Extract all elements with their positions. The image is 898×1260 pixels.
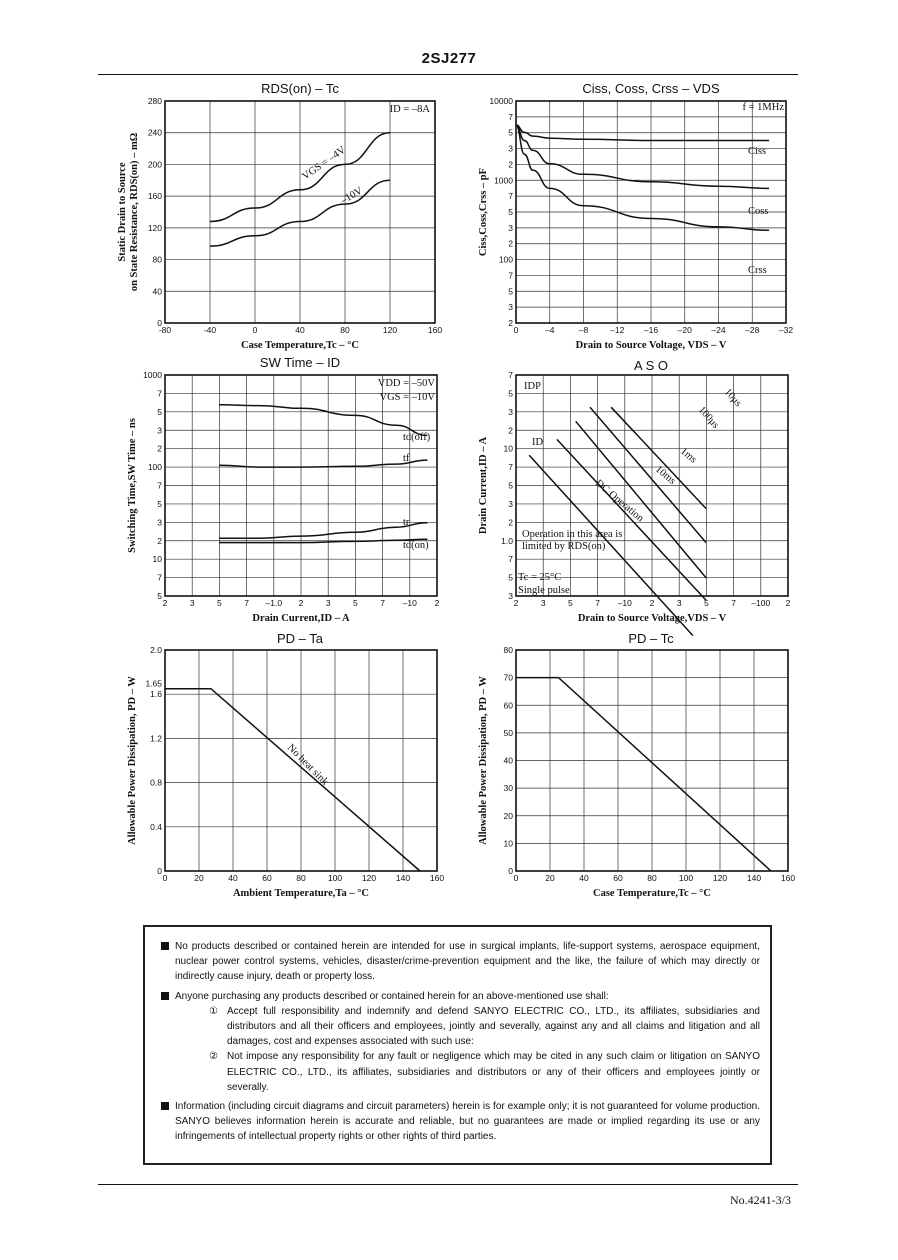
- annotation: Tc = 25°C: [518, 572, 562, 583]
- x-tick-label: 100: [327, 873, 343, 883]
- y-tick-label: 7: [508, 554, 513, 565]
- disclaimer-text: Accept full responsibility and indemnify and defend SANYO ELECTRIC CO., LTD., its affiliates, subsidiaries and distributors and all their officers and employees, jointly and severally, against any and all claims and litigation and all damages, cost and expenses associated with such use:: [227, 1005, 760, 1048]
- x-tick-label: 60: [262, 873, 272, 883]
- footer-rule: [98, 1184, 798, 1185]
- disclaimer-text: No products described or contained herein are intended for use in surgical implants, life-support systems, aerospace equipment, nuclear power control systems, vehicles, disaster/crime-prevention equipment and the like, the failure of which may directly or indirectly cause injury, death or property loss.: [175, 941, 760, 983]
- x-tick-label: –12: [610, 325, 625, 335]
- disclaimer-text: Not impose any responsibility for any fault or negligence which may be cited in any such claim or litigation on SANYO ELECTRIC CO., LTD., its affiliates, subsidiaries and distributors or any of their officers and employees jointly or severally.: [227, 1051, 760, 1093]
- x-tick-label: 80: [647, 873, 657, 883]
- annotation: VDD = –50V: [377, 378, 435, 389]
- y-tick-label: 30: [503, 783, 513, 794]
- subitem-number: ②: [209, 1051, 218, 1063]
- series-label: No heat sink: [284, 742, 331, 788]
- x-tick-label: 5: [353, 598, 358, 608]
- x-tick-label: 80: [340, 325, 350, 335]
- y-tick-label: 7: [157, 572, 162, 583]
- y-tick-label: 3: [157, 517, 162, 528]
- x-axis-label: Case Temperature,Tc – °C: [241, 340, 359, 351]
- y-tick-label: 0.8: [150, 777, 162, 788]
- y-tick-label: 7: [157, 388, 162, 399]
- series-label: DC Operation: [593, 477, 646, 525]
- disclaimer-item: [161, 1099, 760, 1145]
- y-tick-label: 3: [508, 143, 513, 154]
- y-tick-label: 20: [503, 810, 513, 821]
- x-tick-label: 20: [194, 873, 204, 883]
- y-tick-label: 2: [508, 238, 513, 249]
- y-tick-label: 10: [503, 443, 513, 454]
- y-axis-label: Allowable Power Dissipation, PD – W: [478, 676, 489, 845]
- x-tick-label: 2: [162, 598, 168, 608]
- annotation: limited by RDS(on): [522, 541, 606, 552]
- x-tick-label: 5: [568, 598, 573, 608]
- x-tick-label: 160: [429, 873, 445, 883]
- y-tick-label: 1.2: [150, 733, 162, 744]
- series-label: Coss: [748, 206, 769, 217]
- y-tick-label: 10: [152, 554, 162, 565]
- y-tick-label: 7: [508, 270, 513, 281]
- y-tick-label: 5: [508, 286, 513, 297]
- x-tick-label: –24: [711, 325, 726, 335]
- square-bullet-icon: [161, 992, 169, 1000]
- y-tick-label: 7: [508, 191, 513, 202]
- x-tick-label: 5: [217, 598, 222, 608]
- series-line-1ms: [576, 421, 706, 578]
- x-tick-label: 120: [712, 873, 728, 883]
- series-line-td-off-: [219, 405, 427, 436]
- y-tick-label: 10: [503, 838, 513, 849]
- y-tick-label: 40: [503, 755, 513, 766]
- series-line-tr: [219, 523, 427, 539]
- x-tick-label: 2: [785, 598, 791, 608]
- x-tick-label: 5: [704, 598, 709, 608]
- series-label: VGS = –4V: [300, 144, 348, 183]
- y-tick-label: 0: [508, 866, 513, 876]
- x-tick-label: 80: [296, 873, 306, 883]
- x-tick-label: 2: [649, 598, 655, 608]
- x-tick-label: 40: [228, 873, 238, 883]
- x-tick-label: 60: [613, 873, 623, 883]
- x-tick-label: –28: [745, 325, 760, 335]
- y-tick-label: 240: [147, 127, 162, 138]
- chart-title: PD – Ta: [276, 631, 324, 646]
- x-tick-label: –32: [778, 325, 794, 335]
- x-tick-label: 0: [513, 325, 519, 335]
- y-tick-label: 2: [508, 425, 513, 436]
- y-tick-label: 60: [503, 700, 513, 711]
- y-tick-label: 40: [152, 286, 162, 297]
- y-tick-label: 0: [157, 866, 162, 876]
- y-tick-label: 200: [147, 159, 162, 170]
- x-tick-label: 0: [252, 325, 258, 335]
- y-tick-label: 5: [508, 388, 513, 399]
- x-tick-label: 2: [513, 598, 519, 608]
- y-tick-label: 7: [508, 111, 513, 122]
- y-tick-label: 10000: [489, 96, 513, 106]
- series-line-coss: [516, 125, 769, 188]
- x-tick-label: 3: [189, 598, 195, 608]
- x-axis-label: Case Temperature,Tc – °C: [593, 888, 711, 899]
- series-line-tf: [219, 460, 427, 467]
- x-tick-label: 7: [380, 598, 385, 608]
- x-tick-label: 2: [434, 598, 440, 608]
- disclaimer-text: Information (including circuit diagrams and circuit parameters) herein is for example only; it is not guaranteed for volume production. SANYO believes information herein is accurate and reliable, but no guarantees are made or implied regarding its use or any infringements of intellectual property rights or other rights of third parties.: [175, 1101, 760, 1143]
- series-line-pd: [516, 678, 771, 871]
- y-tick-label-extra: 1.65: [145, 678, 162, 689]
- x-axis-label: Drain to Source Voltage, VDS – V: [575, 340, 727, 351]
- disclaimer-subitem: [175, 1049, 760, 1095]
- y-tick-label: 1000: [494, 175, 513, 186]
- x-tick-label: 2: [298, 598, 304, 608]
- y-tick-label: 5: [508, 480, 513, 491]
- x-tick-label: -40: [203, 325, 217, 335]
- y-tick-label: 2: [157, 535, 162, 546]
- series-label: td(on): [403, 540, 429, 551]
- y-tick-label: 2.0: [150, 645, 162, 655]
- y-tick-label: 80: [503, 645, 513, 655]
- x-axis-label: Drain to Source Voltage,VDS – V: [577, 613, 727, 624]
- x-tick-label: –1.0: [265, 598, 283, 608]
- x-tick-label: 160: [427, 325, 443, 335]
- y-tick-label: 80: [152, 254, 162, 265]
- x-tick-label: –10: [617, 598, 632, 608]
- annotation: f = 1MHz: [742, 102, 784, 113]
- y-axis-label: Ciss,Coss,Crss – pF: [478, 167, 489, 257]
- disclaimer-item: [161, 939, 760, 985]
- x-tick-label: 7: [595, 598, 600, 608]
- x-tick-label: 140: [395, 873, 411, 883]
- y-axis-label: Static Drain to Source: [117, 162, 128, 262]
- part-number: 2SJ277: [421, 50, 477, 67]
- y-axis-label: on State Resistance, RDS(on) – mΩ: [129, 132, 140, 292]
- series-line-no-heat-sink: [165, 689, 420, 871]
- x-tick-label: 3: [325, 598, 331, 608]
- y-tick-label: 5: [508, 127, 513, 138]
- x-tick-label: –4: [545, 325, 555, 335]
- annotation: VGS = –10V: [379, 392, 435, 403]
- x-tick-label: 100: [678, 873, 694, 883]
- y-tick-label: 5: [157, 498, 162, 509]
- square-bullet-icon: [161, 1102, 169, 1110]
- y-tick-label: 2: [508, 159, 513, 170]
- page-number: No.4241-3/3: [730, 1193, 791, 1207]
- y-tick-label: 7: [508, 462, 513, 473]
- y-tick-label: 3: [508, 302, 513, 313]
- y-tick-label: 120: [147, 222, 162, 233]
- x-tick-label: –20: [677, 325, 692, 335]
- annotation: Single pulse: [518, 585, 570, 596]
- series-label: 100μs: [695, 404, 721, 431]
- x-tick-label: –16: [643, 325, 659, 335]
- y-tick-label: 2: [508, 517, 513, 528]
- series-label: 10ms: [653, 463, 678, 487]
- y-axis-label: Drain Current,ID – A: [478, 436, 489, 535]
- y-tick-label: 2: [508, 318, 513, 328]
- y-tick-label: 3: [508, 406, 513, 417]
- disclaimer-box: [143, 925, 772, 1165]
- x-tick-label: –100: [751, 598, 771, 608]
- x-axis-label: Ambient Temperature,Ta – °C: [232, 888, 370, 899]
- y-tick-label: 100: [147, 462, 162, 473]
- y-tick-label: 3: [508, 591, 513, 601]
- chart-title: RDS(on) – Tc: [261, 81, 339, 96]
- x-tick-label: 120: [382, 325, 398, 335]
- y-tick-label: 5: [508, 572, 513, 583]
- disclaimer-subitem: [175, 1004, 760, 1050]
- x-tick-label: 120: [361, 873, 377, 883]
- disclaimer-text: Anyone purchasing any products described or contained herein for an above-mentioned use shall:: [175, 990, 609, 1002]
- y-tick-label: 2: [157, 443, 162, 454]
- series-label: td(off): [403, 432, 431, 443]
- x-tick-label: –10: [402, 598, 417, 608]
- series-label: –10V: [339, 185, 365, 207]
- y-tick-label: 1.6: [150, 689, 162, 700]
- y-tick-label: 50: [503, 727, 513, 738]
- chart-title: A S O: [634, 358, 668, 373]
- annotation: Operation in this area is: [522, 529, 623, 540]
- x-tick-label: 7: [731, 598, 736, 608]
- y-tick-label: 0.4: [150, 821, 162, 832]
- x-tick-label: 40: [295, 325, 305, 335]
- y-tick-label: 5: [508, 207, 513, 217]
- x-tick-label: 160: [780, 873, 796, 883]
- y-tick-label: 1000: [143, 370, 162, 380]
- chart-title: Ciss, Coss, Crss – VDS: [582, 81, 720, 96]
- annotation: ID = –8A: [389, 104, 430, 115]
- y-tick-label: 0: [157, 318, 162, 328]
- series-label: tr: [403, 517, 410, 528]
- series-label: tf: [403, 453, 410, 464]
- y-tick-label: 160: [147, 191, 162, 202]
- x-tick-label: 40: [579, 873, 589, 883]
- y-tick-label: 5: [157, 406, 162, 417]
- y-tick-label: 280: [147, 96, 162, 106]
- x-tick-label: –8: [578, 325, 589, 335]
- series-line-10ms: [557, 439, 706, 600]
- y-axis-label: Allowable Power Dissipation, PD – W: [127, 676, 138, 845]
- x-tick-label: 3: [540, 598, 546, 608]
- y-tick-label: 3: [157, 425, 162, 436]
- y-tick-label: 7: [157, 480, 162, 491]
- y-tick-label: 3: [508, 222, 513, 233]
- y-tick-label: 1.0: [501, 535, 513, 546]
- y-tick-label: 70: [503, 672, 513, 683]
- x-axis-label: Drain Current,ID – A: [252, 613, 350, 624]
- series-label: Crss: [748, 265, 767, 276]
- x-tick-label: 0: [513, 873, 519, 883]
- x-tick-label: 20: [545, 873, 555, 883]
- y-tick-label: 3: [508, 498, 513, 509]
- x-tick-label: 0: [162, 873, 168, 883]
- annotation: IDP: [524, 381, 541, 392]
- y-axis-label: Switching Time,SW Time – ns: [127, 418, 138, 553]
- x-tick-label: 3: [676, 598, 682, 608]
- y-tick-label: 100: [498, 254, 513, 265]
- x-tick-label: 7: [244, 598, 249, 608]
- square-bullet-icon: [161, 942, 169, 950]
- x-tick-label: 140: [746, 873, 762, 883]
- series-label: 1ms: [678, 445, 699, 466]
- disclaimer-item: [161, 989, 760, 1095]
- series-label: Ciss: [748, 146, 767, 157]
- y-tick-label: 5: [157, 591, 162, 601]
- series-label: 10μs: [721, 386, 744, 410]
- chart-title: SW Time – ID: [259, 355, 341, 370]
- chart-title: PD – Tc: [628, 631, 674, 646]
- annotation: ID: [532, 437, 544, 448]
- y-tick-label: 7: [508, 370, 513, 380]
- subitem-number: ①: [209, 1005, 218, 1017]
- x-tick-label: -80: [158, 325, 172, 335]
